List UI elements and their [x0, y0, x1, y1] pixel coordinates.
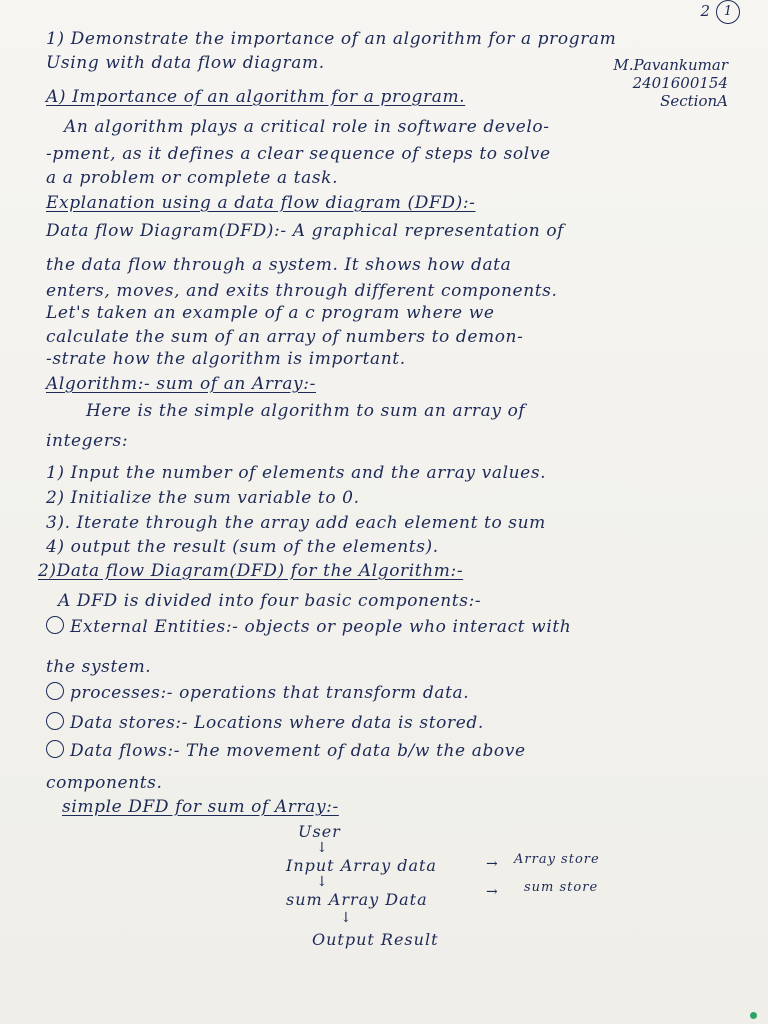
text-line: -strate how the algorithm is important. — [46, 349, 406, 369]
author-roll: 2401600154 — [632, 74, 728, 92]
text-line: integers: — [46, 431, 129, 451]
bullet-circle-icon — [46, 712, 64, 730]
text-line: Data flow Diagram(DFD):- A graphical representation of — [46, 221, 565, 241]
question-line-1: 1) Demonstrate the importance of an algorithm for a program — [46, 29, 617, 49]
author-section: SectionA — [660, 92, 728, 110]
circled-page-number: 1 — [716, 0, 740, 24]
page-number: 2 — [700, 2, 710, 20]
down-arrow-icon: ↓ — [340, 910, 352, 926]
component-item: Data flows:- The movement of data b/w the above — [46, 740, 748, 762]
answer-heading: A) Importance of an algorithm for a program. — [46, 87, 466, 107]
bullet-circle-icon — [46, 682, 64, 700]
text-line: a a problem or complete a task. — [46, 168, 339, 188]
text-line: Let's taken an example of a c program where we — [46, 303, 495, 323]
dfd-user: User — [298, 822, 341, 841]
algorithm-step: 4) output the result (sum of the elements). — [46, 537, 439, 557]
dfd-input-process: Input Array data — [286, 856, 437, 875]
scanner-watermark — [750, 1012, 760, 1020]
text-line: components. — [46, 773, 163, 793]
down-arrow-icon: ↓ — [316, 840, 328, 856]
algorithm-heading: Algorithm:- sum of an Array:- — [46, 374, 316, 394]
text-line: the data flow through a system. It shows how data — [46, 255, 512, 275]
component-item: processes:- operations that transform data. — [46, 682, 748, 704]
text-line: calculate the sum of an array of numbers to demon- — [46, 327, 524, 347]
dfd-sum-store: sum store — [524, 880, 599, 895]
dfd-array-store: Array store — [514, 852, 600, 867]
text-line: the system. — [46, 657, 152, 677]
right-arrow-icon: → — [486, 884, 498, 900]
component-item: External Entities:- objects or people who interact with — [46, 616, 748, 638]
algorithm-step: 2) Initialize the sum variable to 0. — [46, 488, 360, 508]
text-line: enters, moves, and exits through different components. — [46, 281, 558, 301]
bullet-circle-icon — [46, 740, 64, 758]
simple-dfd-heading: simple DFD for sum of Array:- — [62, 797, 339, 817]
dfd-heading: 2)Data flow Diagram(DFD) for the Algorithm:- — [38, 561, 464, 581]
text-line: An algorithm plays a critical role in software develo- — [64, 117, 550, 137]
right-arrow-icon: → — [486, 856, 498, 872]
dfd-sum-process: sum Array Data — [286, 890, 428, 909]
question-line-2: Using with data flow diagram. — [46, 53, 325, 73]
algorithm-step: 1) Input the number of elements and the array values. — [46, 463, 547, 483]
algorithm-step: 3). Iterate through the array add each element to sum — [46, 513, 546, 533]
text-line: A DFD is divided into four basic components:- — [58, 591, 482, 611]
down-arrow-icon: ↓ — [316, 874, 328, 890]
dfd-output: Output Result — [312, 930, 439, 949]
section-heading: Explanation using a data flow diagram (DFD):- — [46, 193, 476, 213]
bullet-circle-icon — [46, 616, 64, 634]
author-name: M.Pavankumar — [613, 56, 728, 74]
text-line: -pment, as it defines a clear sequence of steps to solve — [46, 144, 551, 164]
scanner-logo-icon — [750, 1012, 757, 1019]
author-block — [613, 56, 728, 110]
component-item: Data stores:- Locations where data is stored. — [46, 712, 748, 734]
text-line: Here is the simple algorithm to sum an array of — [86, 401, 526, 421]
